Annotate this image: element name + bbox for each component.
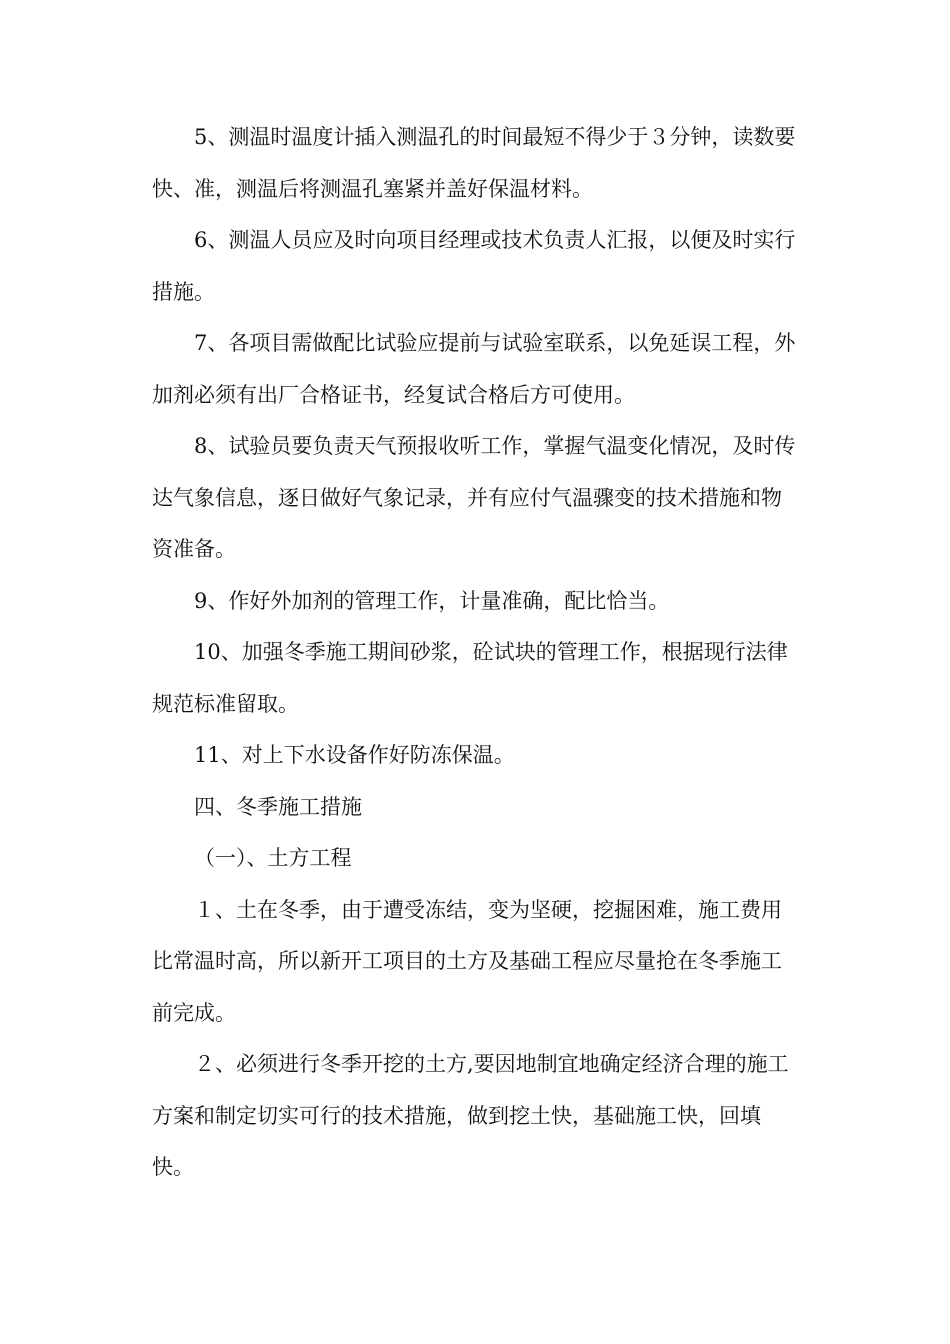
paragraph-item-10: 10、加强冬季施工期间砂浆，砼试块的管理工作，根据现行法律规范标准留取。 <box>152 640 788 716</box>
paragraph-item-8: 8、试验员要负责天气预报收听工作，掌握气温变化情况，及时传达气象信息，逐日做好气象记录，并有应付气温骤变的技术措施和物资准备。 <box>152 434 796 561</box>
paragraph-item-9: 9、作好外加剂的管理工作，计量准确，配比恰当。 <box>194 588 670 613</box>
paragraph-item-5: 5、测温时温度计插入测温孔的时间最短不得少于３分钟，读数要快、准，测温后将测温孔塞紧并盖好保温材料。 <box>152 125 796 201</box>
paragraph-item-6: 6、测温人员应及时向项目经理或技术负责人汇报，以便及时实行措施。 <box>152 228 796 304</box>
document-body <box>152 112 802 1194</box>
paragraph-earthwork-1: １、土在冬季，由于遭受冻结，变为坚硬，挖掘困难，施工费用比常温时高，所以新开工项目的土方及基础工程应尽量抢在冬季施工前完成。 <box>152 897 782 1025</box>
section-heading-four: 四、冬季施工措施 <box>194 794 362 819</box>
paragraph-earthwork-2: ２、必须进行冬季开挖的土方,要因地制宜地确定经济合理的施工方案和制定切实可行的技术措施，做到挖土快，基础施工快，回填快。 <box>152 1052 789 1179</box>
subsection-heading-earthwork: （一）、土方工程 <box>194 846 352 870</box>
paragraph-item-11: 11、对上下水设备作好防冻保温。 <box>194 743 515 767</box>
paragraph-item-7: 7、各项目需做配比试验应提前与试验室联系，以免延误工程，外加剂必须有出厂合格证书，经复试合格后方可使用。 <box>152 331 796 407</box>
